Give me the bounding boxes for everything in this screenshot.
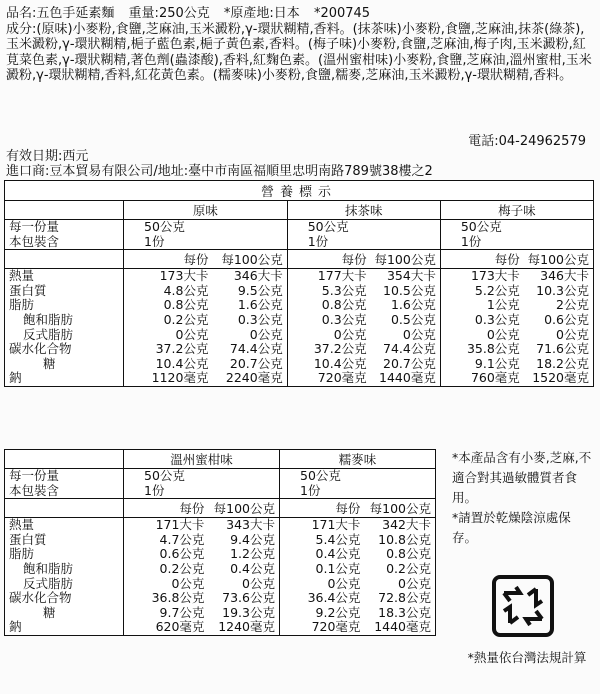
unit-header <box>124 499 280 518</box>
per-serving-value: 9.1公克 <box>474 355 520 371</box>
nutrient-values <box>287 269 440 387</box>
column-header-row <box>5 499 436 518</box>
per-serving-value: 171大卡 <box>155 517 205 533</box>
nutrient-label: 糖 <box>43 355 56 371</box>
per-serving-value: 0.8公克 <box>163 297 209 313</box>
corner-cell <box>5 450 124 469</box>
per-serving-value: 1公克 <box>486 297 520 313</box>
nutrient-label: 飽和脂肪 <box>23 560 74 576</box>
nutrient-value-row <box>128 269 283 284</box>
per-100g-value: 72.8公克 <box>378 590 431 606</box>
unit-header-pair <box>128 499 275 517</box>
per-100g-value: 0.5公克 <box>390 311 436 327</box>
per-100g-value: 9.4公克 <box>230 531 275 547</box>
per-serving-value: 0.3公克 <box>321 311 367 327</box>
per-100g-value: 0公克 <box>402 326 436 342</box>
per-serving-value: 0公克 <box>175 326 209 342</box>
per-serving-value: 10.4公克 <box>313 355 367 371</box>
product-info <box>6 6 594 84</box>
flavor-header: 梅子味 <box>440 201 593 220</box>
serving-values <box>287 220 440 250</box>
nutrient-value-row <box>128 371 283 386</box>
column-header-row <box>5 250 594 269</box>
per-100g-value: 0公克 <box>556 326 589 342</box>
nutrient-values <box>124 518 280 636</box>
per-serving-value: 35.8公克 <box>466 341 520 357</box>
nutrient-label: 反式脂肪 <box>23 575 74 591</box>
per-100g-value: 74.4公克 <box>383 341 436 357</box>
unit-header-pair <box>292 250 436 268</box>
product-weight: 重量:250公克 <box>128 6 210 21</box>
serving-size-value: 50公克 <box>144 219 185 234</box>
notes-box <box>452 448 594 548</box>
nutrient-values <box>124 269 288 387</box>
serving-size-value: 50公克 <box>460 219 502 234</box>
per-serving-value: 0.3公克 <box>474 311 520 327</box>
per-serving-value: 4.7公克 <box>159 531 205 547</box>
per-serving-value: 0.2公克 <box>163 311 209 327</box>
per-serving-value: 9.2公克 <box>315 604 361 620</box>
calorie-note: *熱量依台灣法規計算 <box>467 650 587 665</box>
per-serving-value: 620毫克 <box>155 619 205 635</box>
flavor-header: 溫州蜜柑味 <box>124 450 280 469</box>
nutrient-value-row <box>128 620 275 635</box>
nutrient-label: 反式脂肪 <box>23 326 74 342</box>
nutrient-value-row <box>284 591 431 606</box>
nutrient-label: 鈉 <box>9 619 22 635</box>
unit-header-pair <box>128 250 283 268</box>
per-serving-value: 0.6公克 <box>159 546 205 562</box>
flavor-header-row <box>5 450 436 469</box>
nutrient-value-row <box>292 298 436 313</box>
nutrient-labels <box>5 518 124 636</box>
per-100g-value: 1440毫克 <box>379 370 436 386</box>
per-100g-value: 354大卡 <box>386 268 436 284</box>
per-serving-header: 每份 <box>341 252 367 268</box>
serving-size-value: 50公克 <box>300 468 341 483</box>
nutrient-value-row <box>445 298 589 313</box>
per-serving-value: 0.1公克 <box>315 560 361 576</box>
nutrient-value-row <box>292 371 436 386</box>
per-100g-value: 342大卡 <box>382 517 431 533</box>
per-serving-value: 36.8公克 <box>151 590 205 606</box>
per-100g-value: 10.8公克 <box>378 531 431 547</box>
per-100g-value: 1240毫克 <box>218 619 275 635</box>
per-100g-value: 1.6公克 <box>390 297 436 313</box>
per-serving-value: 173大卡 <box>159 268 209 284</box>
servings-count-value: 1份 <box>144 233 165 249</box>
serving-labels <box>5 220 124 250</box>
per-100g-value: 1520毫克 <box>532 370 589 386</box>
nutrient-value-row <box>128 547 275 562</box>
nutrient-value-row <box>284 547 431 562</box>
product-header-line <box>6 6 594 22</box>
phone-number: 電話:04-24962579 <box>468 134 586 149</box>
nutrient-label: 碳水化合物 <box>9 590 72 606</box>
nutrient-value-row <box>284 533 431 548</box>
nutrient-value-row <box>445 342 589 357</box>
per-100g-value: 71.6公克 <box>536 341 589 357</box>
per-serving-value: 177大卡 <box>317 268 367 284</box>
nutrient-value-row <box>128 357 283 372</box>
per-100g-value: 0.6公克 <box>544 311 589 327</box>
servings-count-value: 1份 <box>307 233 329 249</box>
per-100g-header: 每100公克 <box>527 252 589 268</box>
serving-size-value: 50公克 <box>307 219 349 234</box>
per-serving-value: 0公克 <box>486 326 520 342</box>
servings-count-label: 本包裝含 <box>9 233 60 249</box>
nutrient-value-row <box>284 562 431 577</box>
nutrition-table-2 <box>4 449 436 636</box>
nutrient-value-row <box>128 313 283 328</box>
ingredients: 成分:(原味)小麥粉,食鹽,芝麻油,玉米澱粉,γ-環狀糊精,香料。(抹茶味)小麥粉,食鹽,芝麻油,抹茶(綠茶),玉米澱粉,γ-環狀糊精,梔子藍色素,梔子黃色素,香料。(梅子味)小麥粉,食鹽,芝麻油,梅子肉,玉米澱粉,紅莧菜色素,γ-環狀糊精,著色劑(蟲漆酸),香料,紅麴色素。(溫州蜜柑味)小麥粉,食鹽,芝麻油,溫州蜜柑,玉米澱粉,γ-環狀糊精,香料,紅花黃色素。(糯麥味)小麥粉,食鹽,糯麥,芝麻油,玉米澱粉,γ-環狀糊精,香料。 <box>6 21 592 83</box>
nutrient-labels <box>5 269 124 387</box>
nutrient-rows <box>5 269 594 387</box>
nutrient-value-row <box>284 620 431 635</box>
per-100g-header: 每100公克 <box>369 501 431 517</box>
per-serving-value: 5.4公克 <box>315 531 361 547</box>
blank-cell <box>5 250 124 269</box>
unit-header <box>280 499 436 518</box>
nutrient-value-row <box>284 518 431 533</box>
nutrient-value-row <box>128 518 275 533</box>
recycle-icon <box>490 573 556 639</box>
per-serving-value: 171大卡 <box>311 517 361 533</box>
nutrient-value-row <box>292 313 436 328</box>
per-serving-header: 每份 <box>179 501 205 517</box>
flavor-header: 糯麥味 <box>280 450 436 469</box>
nutrient-value-row <box>128 284 283 299</box>
corner-cell <box>5 201 124 220</box>
importer-address: 進口商:豆本貿易有限公司/地址:臺中市南區福順里忠明南路789號38樓之2 <box>6 164 433 179</box>
per-serving-value: 0.2公克 <box>159 560 205 576</box>
nutrient-rows <box>5 518 436 636</box>
nutrition-title: 營養標示 <box>5 181 594 201</box>
nutrient-value-row <box>128 533 275 548</box>
nutrient-label: 鈉 <box>9 370 22 386</box>
nutrient-value-row <box>128 606 275 621</box>
per-100g-value: 343大卡 <box>226 517 275 533</box>
flavor-header: 抹茶味 <box>287 201 440 220</box>
serving-values <box>124 220 288 250</box>
per-100g-value: 18.2公克 <box>536 355 589 371</box>
per-100g-value: 0.4公克 <box>230 560 275 576</box>
per-serving-value: 37.2公克 <box>313 341 367 357</box>
servings-count-value: 1份 <box>300 482 321 498</box>
per-100g-value: 346大卡 <box>540 268 589 284</box>
nutrient-label: 脂肪 <box>9 297 35 313</box>
per-serving-value: 0公克 <box>333 326 367 342</box>
blank-cell <box>5 499 124 518</box>
per-100g-value: 74.4公克 <box>229 341 283 357</box>
unit-header-pair <box>284 499 431 517</box>
nutrient-label: 蛋白質 <box>9 282 47 298</box>
per-100g-value: 1.2公克 <box>230 546 275 562</box>
nutrient-label: 碳水化合物 <box>9 341 72 357</box>
per-serving-value: 0公克 <box>171 575 205 591</box>
per-serving-header: 每份 <box>335 501 361 517</box>
nutrient-value-row <box>445 269 589 284</box>
serving-row <box>5 220 594 250</box>
storage-note: *請置於乾燥陰涼處保存。 <box>452 510 571 545</box>
unit-header <box>124 250 288 269</box>
per-100g-value: 0公克 <box>398 575 431 591</box>
per-100g-value: 0.8公克 <box>386 546 431 562</box>
per-serving-value: 36.4公克 <box>307 590 361 606</box>
serving-size-label: 每一份量 <box>9 219 60 234</box>
nutrient-value-row <box>128 328 283 343</box>
nutrient-label: 飽和脂肪 <box>23 311 74 327</box>
nutrient-label: 熱量 <box>9 517 35 533</box>
per-100g-value: 0.2公克 <box>386 560 431 576</box>
unit-header <box>287 250 440 269</box>
per-serving-value: 37.2公克 <box>155 341 209 357</box>
serving-row <box>5 469 436 499</box>
per-serving-value: 720毫克 <box>311 619 361 635</box>
nutrient-label: 脂肪 <box>9 546 35 562</box>
nutrient-value-row <box>292 342 436 357</box>
per-serving-value: 1120毫克 <box>151 370 209 386</box>
per-serving-value: 5.2公克 <box>474 282 520 298</box>
servings-count-value: 1份 <box>460 233 482 249</box>
title-row <box>5 181 594 201</box>
nutrient-value-row <box>284 577 431 592</box>
nutrient-value-row <box>445 357 589 372</box>
servings-count-label: 本包裝含 <box>9 482 60 498</box>
serving-values <box>124 469 280 499</box>
per-100g-value: 20.7公克 <box>229 355 283 371</box>
per-100g-value: 73.6公克 <box>222 590 275 606</box>
flavor-header: 原味 <box>124 201 288 220</box>
nutrient-value-row <box>445 371 589 386</box>
per-100g-value: 18.3公克 <box>378 604 431 620</box>
per-100g-value: 0.3公克 <box>237 311 283 327</box>
per-100g-value: 19.3公克 <box>222 604 275 620</box>
per-serving-value: 0.4公克 <box>315 546 361 562</box>
unit-header <box>440 250 593 269</box>
per-serving-value: 173大卡 <box>470 268 520 284</box>
nutrient-value-row <box>445 328 589 343</box>
nutrient-value-row <box>292 269 436 284</box>
per-serving-value: 5.3公克 <box>321 282 367 298</box>
expiry-date: 有效日期:西元 <box>6 149 89 164</box>
flavor-header-row <box>5 201 594 220</box>
per-serving-header: 每份 <box>494 252 520 268</box>
per-100g-header: 每100公克 <box>221 252 283 268</box>
per-serving-value: 4.8公克 <box>163 282 209 298</box>
nutrient-value-row <box>445 313 589 328</box>
per-100g-value: 2240毫克 <box>225 370 283 386</box>
per-100g-value: 9.5公克 <box>237 282 283 298</box>
per-serving-value: 720毫克 <box>317 370 367 386</box>
per-serving-value: 9.7公克 <box>159 604 205 620</box>
serving-size-value: 50公克 <box>144 468 185 483</box>
per-100g-value: 1.6公克 <box>237 297 283 313</box>
per-100g-header: 每100公克 <box>374 252 436 268</box>
nutrient-value-row <box>128 342 283 357</box>
per-serving-header: 每份 <box>183 252 209 268</box>
nutrient-value-row <box>128 562 275 577</box>
nutrition-table-1 <box>4 180 594 387</box>
servings-count-value: 1份 <box>144 482 165 498</box>
nutrient-label: 熱量 <box>9 268 35 284</box>
serving-size-label: 每一份量 <box>9 468 60 483</box>
per-100g-value: 1440毫克 <box>374 619 431 635</box>
per-serving-value: 10.4公克 <box>155 355 209 371</box>
nutrient-values <box>440 269 593 387</box>
nutrient-value-row <box>128 298 283 313</box>
nutrient-label: 糖 <box>43 604 56 620</box>
serving-values <box>280 469 436 499</box>
per-100g-value: 20.7公克 <box>383 355 436 371</box>
product-name: 品名:五色手延素麵 <box>6 6 115 21</box>
nutrient-label: 蛋白質 <box>9 531 47 547</box>
nutrient-value-row <box>445 284 589 299</box>
nutrient-value-row <box>128 591 275 606</box>
per-100g-value: 2公克 <box>556 297 589 313</box>
per-100g-header: 每100公克 <box>213 501 275 517</box>
product-origin: *原產地:日本 <box>223 6 300 21</box>
serving-values <box>440 220 593 250</box>
nutrient-value-row <box>128 577 275 592</box>
per-100g-value: 346大卡 <box>233 268 283 284</box>
per-serving-value: 0公克 <box>327 575 361 591</box>
serving-labels <box>5 469 124 499</box>
unit-header-pair <box>445 250 589 268</box>
per-100g-value: 0公克 <box>249 326 283 342</box>
per-100g-value: 10.3公克 <box>536 282 589 298</box>
nutrient-values <box>280 518 436 636</box>
allergen-note: *本產品含有小麥,芝麻,不適合對其過敏體質者食用。 <box>452 450 592 505</box>
nutrient-value-row <box>292 284 436 299</box>
per-serving-value: 0.8公克 <box>321 297 367 313</box>
nutrient-value-row <box>284 606 431 621</box>
per-100g-value: 10.5公克 <box>383 282 436 298</box>
nutrient-value-row <box>292 357 436 372</box>
per-serving-value: 760毫克 <box>470 370 520 386</box>
nutrient-value-row <box>292 328 436 343</box>
per-100g-value: 0公克 <box>242 575 275 591</box>
product-code: *200745 <box>313 6 371 21</box>
